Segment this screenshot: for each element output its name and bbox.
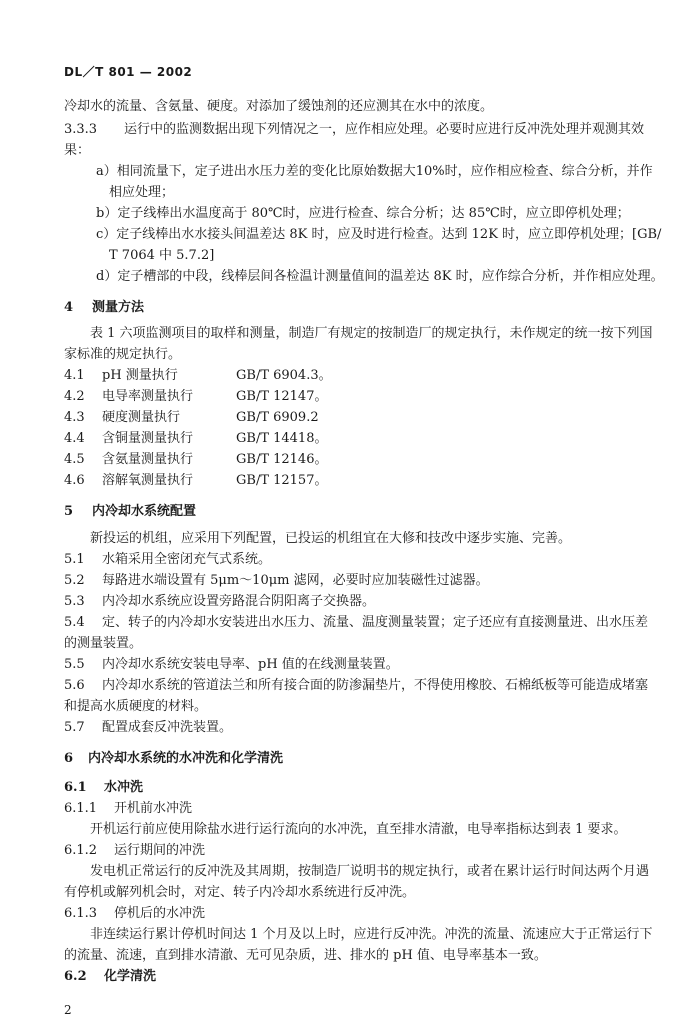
method-standard: GB/T 12146。 — [236, 452, 328, 467]
clause-text: 定、转子的内冷却水安装进出水压力、流量、温度测量装置；定子还应有直接测量进、出水压差 — [102, 615, 649, 630]
method-standard: GB/T 6904.3。 — [236, 368, 332, 383]
clause-5-4 — [64, 616, 658, 629]
clause-number: 5.1 — [64, 552, 85, 567]
clause-title: 化学清洗 — [104, 969, 157, 984]
method-label: 含氨量测量执行 — [102, 452, 194, 467]
method-label: 含铜量测量执行 — [102, 431, 194, 446]
list-item-d: d）定子槽部的中段，线棒层间各检温计测量值间的温差达 8K 时，应作综合分析，并作相应处理。 — [96, 269, 664, 284]
section-title: 内冷却水系统的水冲洗和化学清洗 — [88, 751, 284, 766]
section-number: 6 — [64, 751, 74, 766]
clause-number: 5.7 — [64, 720, 85, 735]
section-number: 5 — [64, 504, 74, 519]
section-title: 内冷却水系统配置 — [92, 504, 197, 519]
paragraph-line: 开机运行前应使用除盐水进行运行流向的水冲洗，直至排水清澈，电导率指标达到表 1 要求。 — [90, 822, 627, 837]
clause-number: 6.1.1 — [64, 801, 98, 816]
paragraph-line: 有停机或解列机会时，对定、转子内冷却水系统进行反冲洗。 — [64, 885, 416, 900]
method-standard: GB/T 14418。 — [236, 431, 328, 446]
clause-5-6 — [64, 679, 658, 692]
method-label: pH 测量执行 — [102, 368, 178, 383]
method-item — [64, 432, 658, 445]
clause-number: 4.1 — [64, 368, 85, 383]
clause-number: 5.6 — [64, 678, 85, 693]
clause-5-2 — [64, 574, 658, 587]
paragraph-line: 家标准的规定执行。 — [64, 347, 182, 362]
clause-6-2 — [64, 970, 658, 983]
clause-6-1-3 — [64, 907, 658, 920]
list-item-c-continuation: T 7064 中 5.7.2] — [109, 248, 215, 263]
method-item — [64, 453, 658, 466]
clause-text-continuation: 的测量装置。 — [64, 636, 143, 651]
clause-title: 水冲洗 — [104, 780, 144, 795]
list-item-b: b）定子线棒出水温度高于 80℃时，应进行检查、综合分析；达 85℃时，应立即停机处理； — [96, 206, 630, 221]
clause-title: 停机后的水冲洗 — [114, 906, 206, 921]
method-standard: GB/T 6909.2 — [236, 410, 319, 425]
method-item — [64, 411, 658, 424]
paragraph-line: 非连续运行累计停机时间达 1 个月及以上时，应进行反冲洗。冲洗的流量、流速应大于正常运行下 — [90, 927, 653, 942]
clause-text: 内冷却水系统安装电导率、pH 值的在线测量装置。 — [102, 657, 399, 672]
section-heading-6 — [64, 752, 658, 765]
clause-text: 配置成套反冲洗装置。 — [102, 720, 233, 735]
clause-number: 4.4 — [64, 431, 85, 446]
clause-text-continuation: 和提高水质硬度的材料。 — [64, 699, 208, 714]
list-item-c: c）定子线棒出水水接头间温差达 8K 时，应及时进行检查。达到 12K 时，应立即停机处理；[GB/ — [96, 227, 662, 242]
clause-number: 6.1.3 — [64, 906, 98, 921]
method-item — [64, 390, 658, 403]
clause-text: 内冷却水系统应设置旁路混合阴阳离子交换器。 — [102, 594, 376, 609]
clause-number: 3.3.3 — [64, 122, 98, 137]
clause-number: 5.4 — [64, 615, 85, 630]
clause-6-1 — [64, 781, 658, 794]
clause-5-7 — [64, 721, 658, 734]
clause-text: 水箱采用全密闭充气式系统。 — [102, 552, 272, 567]
method-standard: GB/T 12147。 — [236, 389, 328, 404]
clause-number: 6.2 — [64, 969, 87, 984]
clause-text: 每路进水端设置有 5μm～10μm 滤网，必要时应加装磁性过滤器。 — [102, 573, 489, 588]
clause-number: 6.1.2 — [64, 843, 98, 858]
clause-6-1-2 — [64, 844, 658, 857]
method-item — [64, 369, 658, 382]
method-label: 硬度测量执行 — [102, 410, 181, 425]
clause-number: 4.6 — [64, 473, 85, 488]
clause-number: 6.1 — [64, 780, 87, 795]
paragraph-line: 的流量、流速，直到排水清澈、无可见杂质，进、排水的 pH 值、电导率基本一致。 — [64, 948, 547, 963]
section-number: 4 — [64, 300, 74, 315]
clause-number: 4.3 — [64, 410, 85, 425]
clause-number: 5.3 — [64, 594, 85, 609]
clause-6-1-1 — [64, 802, 658, 815]
method-item — [64, 474, 658, 487]
clause-3-3-3 — [64, 123, 658, 136]
page-number: 2 — [64, 1003, 72, 1017]
list-item-a: a）相同流量下，定子进出水压力差的变化比原始数据大10%时，应作相应检查、综合分析，并作 — [96, 164, 653, 179]
clause-number: 4.2 — [64, 389, 85, 404]
method-standard: GB/T 12157。 — [236, 473, 328, 488]
method-label: 溶解氧测量执行 — [102, 473, 194, 488]
method-label: 电导率测量执行 — [102, 389, 194, 404]
section-heading-5 — [64, 505, 658, 518]
paragraph-line: 表 1 六项监测项目的取样和测量，制造厂有规定的按制造厂的规定执行，未作规定的统一按下列国 — [90, 326, 653, 341]
clause-text: 运行中的监测数据出现下列情况之一，应作相应处理。必要时应进行反冲洗处理并观测其效 — [124, 122, 645, 137]
section-title: 测量方法 — [92, 300, 145, 315]
paragraph-line: 发电机正常运行的反冲洗及其周期，按制造厂说明书的规定执行，或者在累计运行时间达两个月遇 — [90, 864, 650, 879]
clause-text: 内冷却水系统的管道法兰和所有接合面的防渗漏垫片，不得使用橡胶、石棉纸板等可能造成堵塞 — [102, 678, 649, 693]
clause-text-continuation: 果： — [64, 143, 91, 158]
clause-number: 5.2 — [64, 573, 85, 588]
clause-5-5 — [64, 658, 658, 671]
clause-number: 5.5 — [64, 657, 85, 672]
clause-5-1 — [64, 553, 658, 566]
paragraph-line: 冷却水的流量、含氨量、硬度。对添加了缓蚀剂的还应测其在水中的浓度。 — [64, 99, 494, 114]
list-item-a-continuation: 相应处理； — [109, 185, 175, 200]
standard-code-header: DL／T 801 — 2002 — [64, 65, 193, 79]
clause-5-3 — [64, 595, 658, 608]
section-heading-4 — [64, 301, 658, 314]
clause-title: 开机前水冲洗 — [114, 801, 193, 816]
paragraph-line: 新投运的机组，应采用下列配置，已投运的机组宜在大修和技改中逐步实施、完善。 — [90, 531, 572, 546]
clause-number: 4.5 — [64, 452, 85, 467]
clause-title: 运行期间的冲洗 — [114, 843, 206, 858]
